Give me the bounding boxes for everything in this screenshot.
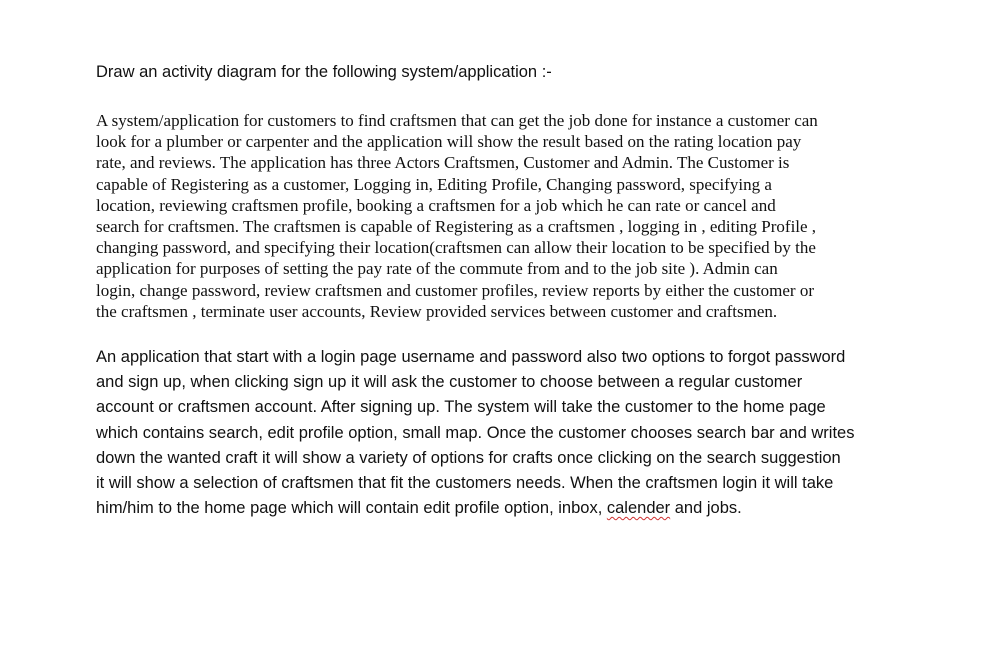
paragraph-line: An application that start with a login page username and password also two options to forgot password [96,348,846,366]
paragraph-line: look for a plumber or carpenter and the application will show the result based on the rating location pay [96,132,802,152]
paragraph-line: rate, and reviews. The application has three Actors Craftsmen, Customer and Admin. The Customer is [96,153,790,173]
paragraph-line: capable of Registering as a customer, Logging in, Editing Profile, Changing password, specifying a [96,174,772,194]
last-line-start: him/him to the home page which will contain edit profile option, inbox, [96,499,607,518]
paragraph-line: down the wanted craft it will show a variety of options for crafts once clicking on the search suggestion [96,448,841,467]
paragraph-line: it will show a selection of craftsmen that fit the customers needs. When the craftsmen login it will take [96,474,834,493]
paragraph-line: changing password, and specifying their location(craftsmen can allow their location to be specified by the [96,238,816,258]
spelling-error-word[interactable]: calender [606,499,671,518]
paragraph-line: application for purposes of setting the pay rate of the commute from and to the job site ). Admin can [96,259,778,279]
paragraph-line: location, reviewing craftsmen profile, booking a craftsmen for a job which he can rate or cancel and [96,195,776,215]
paragraph-last-line [96,496,912,521]
system-description-paragraph [96,110,912,322]
paragraph-line: account or craftsmen account. After signing up. The system will take the customer to the home page [96,398,826,417]
paragraph-line: search for craftsmen. The craftsmen is capable of Registering as a craftsmen , logging in , editing Profile , [96,217,817,237]
last-line-end: and jobs. [670,499,742,518]
paragraph-line: which contains search, edit profile option, small map. Once the customer chooses search bar and writes [96,423,855,442]
paragraph-line: and sign up, when clicking sign up it will ask the customer to choose between a regular customer [96,373,803,392]
application-flow-paragraph [96,345,912,521]
paragraph-line: A system/application for customers to find craftsmen that can get the job done for instance a customer can [96,111,818,130]
paragraph-line: the craftsmen , terminate user accounts, Review provided services between customer and craftsmen. [96,301,778,321]
paragraph-line: login, change password, review craftsmen and customer profiles, review reports by either the customer or [96,280,815,300]
assignment-heading: Draw an activity diagram for the following system/application :- [96,63,552,81]
